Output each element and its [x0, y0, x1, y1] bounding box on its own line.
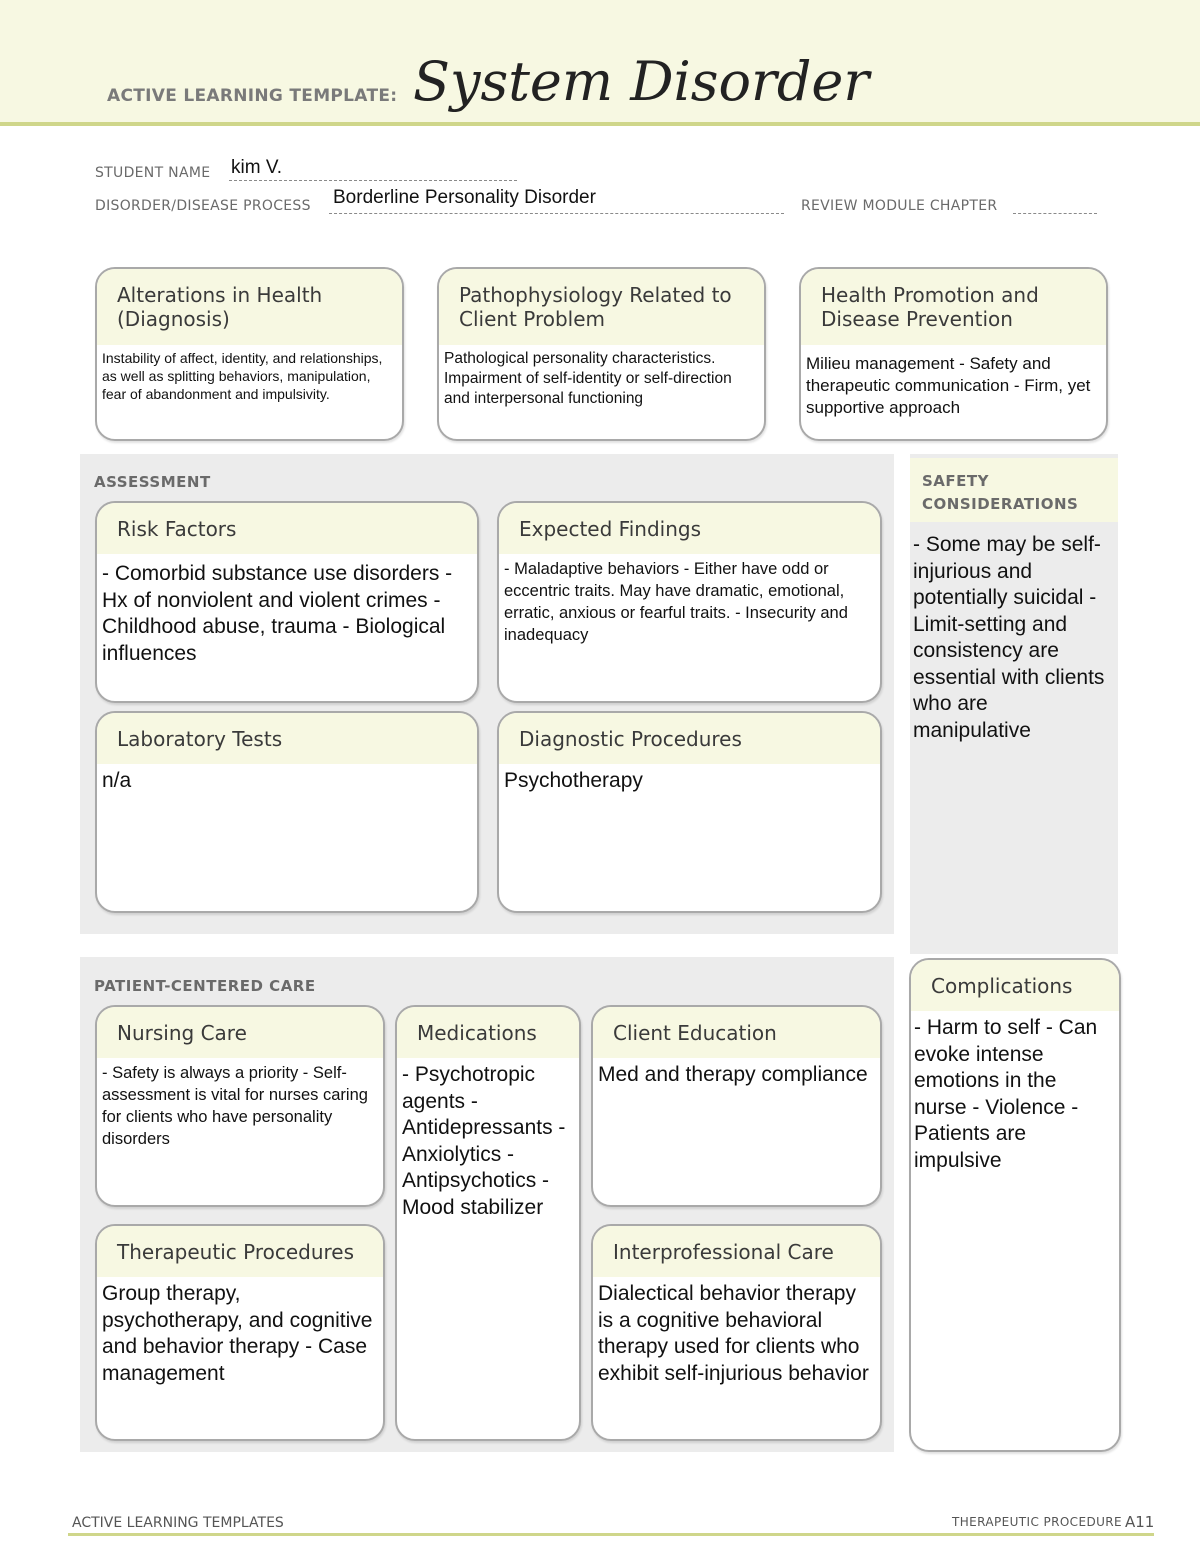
- health-promotion-card: [799, 267, 1108, 441]
- safety-text[interactable]: - Some may be self-injurious and potentially suicidal - Limit-setting and consistency are essential with clients who are manipulative: [913, 533, 1105, 742]
- client-education-title: Client Education: [593, 1007, 880, 1058]
- risk-factors-title: Risk Factors: [97, 503, 477, 554]
- disorder-line: [329, 213, 784, 214]
- template-label: ACTIVE LEARNING TEMPLATE:: [107, 86, 398, 106]
- interprofessional-care-text[interactable]: Dialectical behavior therapy is a cognitive behavioral therapy used for clients who exhibit self-injurious behavior: [598, 1282, 869, 1385]
- assessment-label: ASSESSMENT: [94, 473, 211, 491]
- nursing-care-text[interactable]: - Safety is always a priority - Self-assessment is vital for nurses caring for clients who have personality disorders: [102, 1064, 368, 1148]
- health-promotion-title: Health Promotion and Disease Prevention: [801, 269, 1106, 345]
- review-module-label: REVIEW MODULE CHAPTER: [801, 198, 998, 214]
- footer-page-number: A11: [1125, 1513, 1155, 1531]
- pathophysiology-title: Pathophysiology Related to Client Problem: [439, 269, 764, 345]
- therapeutic-procedures-text[interactable]: Group therapy, psychotherapy, and cognitive and behavior therapy - Case management: [102, 1282, 373, 1385]
- disorder-label: DISORDER/DISEASE PROCESS: [95, 198, 311, 214]
- complications-card: [909, 958, 1121, 1452]
- diagnostic-procedures-text[interactable]: Psychotherapy: [504, 769, 643, 792]
- alterations-card: [95, 267, 404, 441]
- nursing-care-card: [95, 1005, 385, 1207]
- pathophysiology-card: [437, 267, 766, 441]
- alterations-text[interactable]: Instability of affect, identity, and relationships, as well as splitting behaviors, manipulation, fear of abandonment and impulsivity.: [102, 350, 383, 402]
- laboratory-tests-card: [95, 711, 479, 913]
- pathophysiology-text[interactable]: Pathological personality characteristics. Impairment of self-identity or self-direction and interpersonal functioning: [444, 350, 732, 407]
- medications-card: [395, 1005, 581, 1441]
- laboratory-tests-text[interactable]: n/a: [102, 769, 132, 792]
- student-name-label: STUDENT NAME: [95, 165, 211, 181]
- nursing-care-title: Nursing Care: [97, 1007, 383, 1058]
- footer-section: THERAPEUTIC PROCEDURE: [952, 1515, 1122, 1529]
- client-education-text[interactable]: Med and therapy compliance: [598, 1063, 868, 1086]
- patient-care-label: PATIENT-CENTERED CARE: [94, 977, 316, 995]
- therapeutic-procedures-title: Therapeutic Procedures: [97, 1226, 383, 1277]
- disorder-field[interactable]: Borderline Personality Disorder: [333, 187, 596, 208]
- client-education-card: [591, 1005, 882, 1207]
- complications-text[interactable]: - Harm to self - Can evoke intense emotions in the nurse - Violence - Patients are impulsive: [914, 1016, 1098, 1172]
- expected-findings-title: Expected Findings: [499, 503, 880, 554]
- risk-factors-card: [95, 501, 479, 703]
- complications-title: Complications: [911, 960, 1119, 1011]
- diagnostic-procedures-card: [497, 711, 882, 913]
- footer-title: ACTIVE LEARNING TEMPLATES: [72, 1515, 284, 1531]
- student-name-field[interactable]: kim V.: [231, 157, 283, 178]
- page-title: System Disorder: [413, 50, 870, 113]
- laboratory-tests-title: Laboratory Tests: [97, 713, 477, 764]
- expected-findings-text[interactable]: - Maladaptive behaviors - Either have odd or eccentric traits. May have dramatic, emotional, erratic, anxious or fearful traits. - Insecurity and inadequacy: [504, 560, 848, 644]
- expected-findings-card: [497, 501, 882, 703]
- safety-label: SAFETY CONSIDERATIONS: [922, 472, 1079, 513]
- risk-factors-text[interactable]: - Comorbid substance use disorders - Hx of nonviolent and violent crimes - Childhood abuse, trauma - Biological influences: [102, 562, 453, 665]
- student-name-line: [229, 180, 517, 181]
- interprofessional-care-title: Interprofessional Care: [593, 1226, 880, 1277]
- interprofessional-care-card: [591, 1224, 882, 1441]
- medications-text[interactable]: - Psychotropic agents - Antidepressants - Anxiolytics - Antipsychotics - Mood stabilizer: [402, 1063, 566, 1219]
- diagnostic-procedures-title: Diagnostic Procedures: [499, 713, 880, 764]
- therapeutic-procedures-card: [95, 1224, 385, 1441]
- medications-title: Medications: [397, 1007, 579, 1058]
- alterations-title: Alterations in Health (Diagnosis): [97, 269, 402, 345]
- health-promotion-text[interactable]: Milieu management - Safety and therapeutic communication - Firm, yet supportive approach: [806, 354, 1091, 417]
- footer-rule: [68, 1533, 1154, 1536]
- review-module-line: [1013, 213, 1097, 214]
